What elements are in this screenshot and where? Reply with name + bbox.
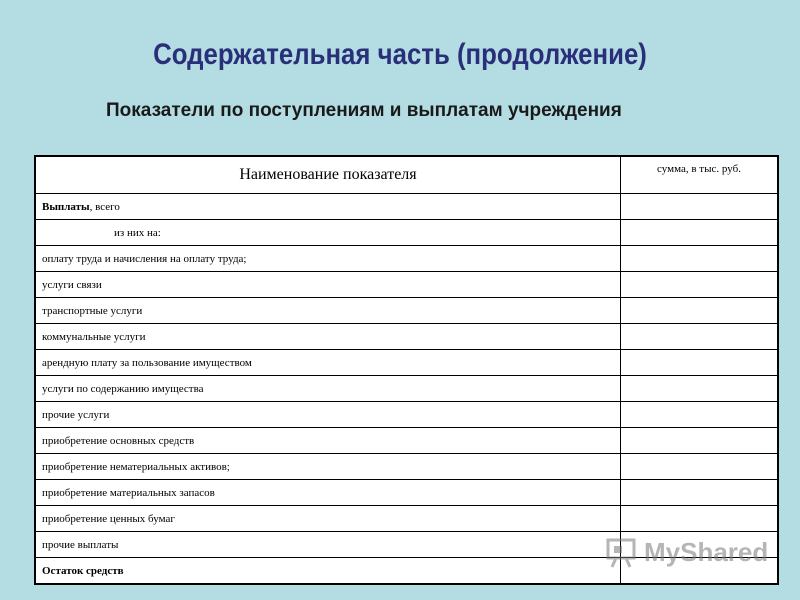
slide-subtitle: Показатели по поступлениям и выплатам учреждения bbox=[106, 100, 622, 121]
row-value bbox=[621, 402, 779, 428]
row-label: оплату труда и начисления на оплату труда; bbox=[35, 246, 621, 272]
row-label: приобретение нематериальных активов; bbox=[35, 454, 621, 480]
table-row bbox=[35, 194, 778, 220]
row-label-rest: , всего bbox=[89, 200, 120, 213]
row-label: прочие услуги bbox=[35, 402, 621, 428]
row-label: Остаток средств bbox=[35, 558, 621, 585]
row-value bbox=[621, 246, 779, 272]
table-row bbox=[35, 480, 778, 506]
row-label: коммунальные услуги bbox=[35, 324, 621, 350]
indicators-table bbox=[34, 155, 779, 585]
table-row bbox=[35, 428, 778, 454]
row-value bbox=[621, 194, 779, 220]
table-row bbox=[35, 246, 778, 272]
row-value bbox=[621, 454, 779, 480]
row-label: приобретение материальных запасов bbox=[35, 480, 621, 506]
slide-title: Содержательная часть (продолжение) bbox=[153, 38, 647, 71]
table-row bbox=[35, 220, 778, 246]
row-value bbox=[621, 376, 779, 402]
watermark bbox=[606, 536, 768, 568]
header-indicator-name: Наименование показателя bbox=[35, 156, 621, 194]
table-row bbox=[35, 350, 778, 376]
row-value bbox=[621, 480, 779, 506]
presentation-logo-icon bbox=[606, 536, 640, 568]
row-label: транспортные услуги bbox=[35, 298, 621, 324]
row-label: прочие выплаты bbox=[35, 532, 621, 558]
table-row bbox=[35, 506, 778, 532]
row-label: приобретение основных средств bbox=[35, 428, 621, 454]
table-row bbox=[35, 402, 778, 428]
row-value bbox=[621, 428, 779, 454]
row-label: приобретение ценных бумаг bbox=[35, 506, 621, 532]
row-label bbox=[35, 194, 621, 220]
row-value bbox=[621, 220, 779, 246]
row-value bbox=[621, 272, 779, 298]
row-label: из них на: bbox=[35, 220, 621, 246]
table-row bbox=[35, 272, 778, 298]
watermark-text: MyShared bbox=[644, 536, 769, 567]
row-label: услуги по содержанию имущества bbox=[35, 376, 621, 402]
row-value bbox=[621, 506, 779, 532]
table-header-row bbox=[35, 156, 778, 194]
row-label-bold: Выплаты bbox=[42, 200, 90, 213]
row-value bbox=[621, 324, 779, 350]
row-label: услуги связи bbox=[35, 272, 621, 298]
row-value bbox=[621, 298, 779, 324]
row-value bbox=[621, 350, 779, 376]
row-label: арендную плату за пользование имуществом bbox=[35, 350, 621, 376]
header-sum: сумма, в тыс. руб. bbox=[621, 156, 779, 194]
table-row bbox=[35, 376, 778, 402]
table-row bbox=[35, 298, 778, 324]
table-row bbox=[35, 324, 778, 350]
table-row bbox=[35, 454, 778, 480]
